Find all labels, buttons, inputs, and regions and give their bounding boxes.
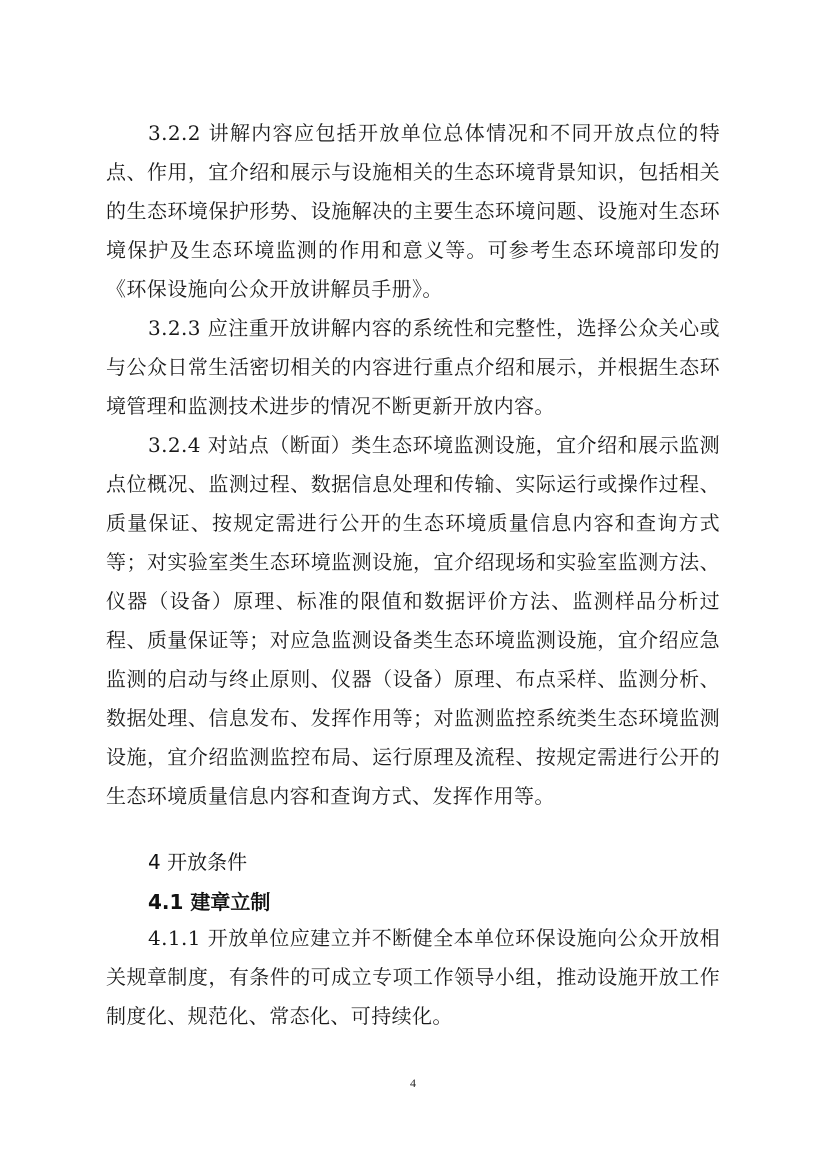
paragraph-3-2-2: 3.2.2 讲解内容应包括开放单位总体情况和不同开放点位的特点、作用，宜介绍和展示与设施相关的生态环境背景知识，包括相关的生态环境保护形势、设施解决的主要生态环境问题、设施对生态环境保护及生态环境监测的作用和意义等。可参考生态环境部印发的《环保设施向公众开放讲解员手册》。 <box>106 121 720 301</box>
paragraph-3-2-4: 3.2.4 对站点（断面）类生态环境监测设施，宜介绍和展示监测点位概况、监测过程、数据信息处理和传输、实际运行或操作过程、质量保证、按规定需进行公开的生态环境质量信息内容和查询方式等；对实验室类生态环境监测设施，宜介绍现场和实验室监测方法、仪器（设备）原理、标准的限值和数据评价方法、监测样品分析过程、质量保证等；对应急监测设备类生态环境监测设施，宜介绍应急监测的启动与终止原则、仪器（设备）原理、布点采样、监测分析、数据处理、信息发布、发挥作用等；对监测监控系统类生态环境监测设施，宜介绍监测监控布局、运行原理及流程、按规定需进行公开的生态环境质量信息内容和查询方式、发挥作用等。 <box>106 433 720 808</box>
section-heading-4: 4 开放条件 <box>148 850 248 874</box>
subsection-heading-4-1: 4.1 建章立制 <box>148 890 271 914</box>
paragraph-4-1-1: 4.1.1 开放单位应建立并不断健全本单位环保设施向公众开放相关规章制度，有条件的可成立专项工作领导小组，推动设施开放工作制度化、规范化、常态化、可持续化。 <box>106 926 720 1028</box>
section-3-2-paragraphs <box>106 114 720 816</box>
paragraph-3-2-3: 3.2.3 应注重开放讲解内容的系统性和完整性，选择公众关心或与公众日常生活密切相关的内容进行重点介绍和展示，并根据生态环境管理和监测技术进步的情况不断更新开放内容。 <box>106 316 720 418</box>
page-number: 4 <box>410 1076 416 1090</box>
section-4-1-paragraphs <box>106 919 720 1036</box>
